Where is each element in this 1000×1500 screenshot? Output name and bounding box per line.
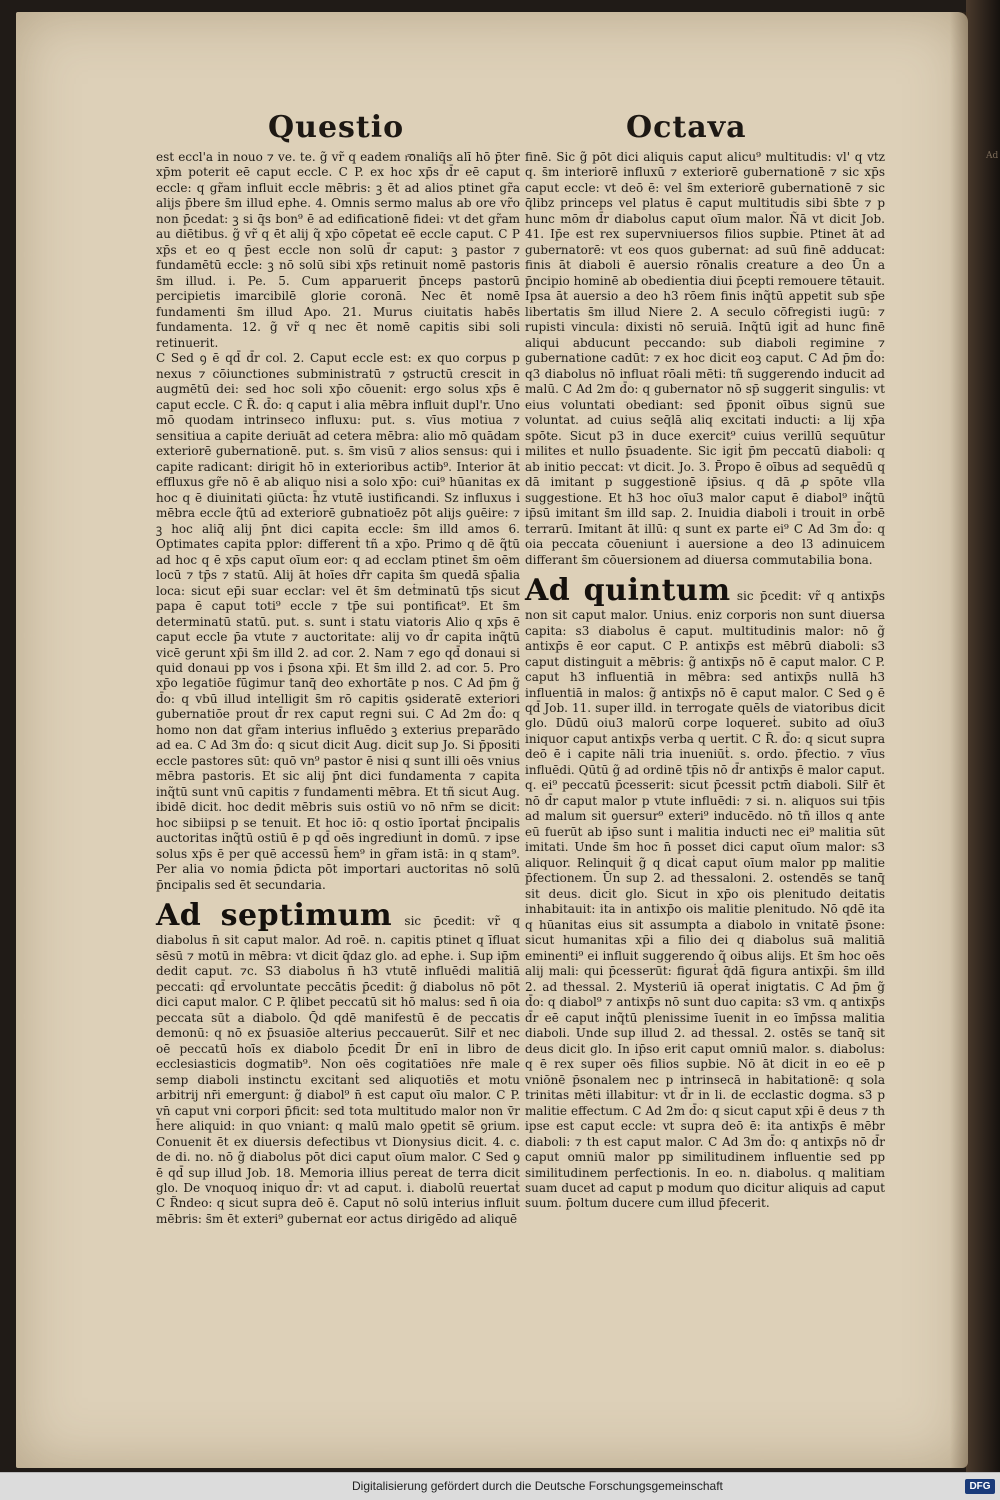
section-text-ad-quintum: sic p̄cedit: vr̃ q antixp̄s non sit caput malor. Unius. eniz corporis non sunt diuersa capita: s3 diabolus ē caput. multitudinis malor: nō g̃ antixp̄s ē eor caput. C P. antixp̄s est mēbrū diaboli: s3 caput distinguit a mēbris: g̃ antixp̄s nō ē caput malor. C P. caput h3 influentiā in mēbra: sed antixp̄s nullā h3 influentiā in malos: g̃ antixp̄s nō ē caput malor. C Sed ꝯ ē qd̄ Job. 11. super illd. in terrogate quēls de viatoribus dicit glo. Dūdū oiu3 malorū corpe loquereṫ. subito ad oīu3 iniquor caput antixp̄s verba q uertit. C R̃. d̄o: q sicut supra deō ē i capite nāli tria inueniūṫ. s. ordo. p̄fectio. ⁊ vīus influēdi. Qūtū g̃ ad ordinē tp̄is nō d̄r antixp̄s ē malor caput. q. ei⁹ peccatū p̄cesserit: sicut p̄cessit pctm̄ diaboli. Silr̄ ēt nō d̄r caput malor p vtute influēdi: ⁊ si. n. aliquos sui tp̄is ad malum sit ꝯuersur⁹ exteri⁹ inducēdo. nō tñ illos q ante eū fuerūt ab ip̄so sunt i malitia inducti nec ei⁹ malitia sūt imitati. Unde s̄m hoc n̄ posset dici caput oīum malor: s3 aliquor. Relinquiṫ g̃ q dicaṫ caput oīum malor pp malitie p̄fectionem. Ūn sup 2. ad thessaloni. 2. ostendēs se tanq̄ sit deus. dicit glo. Sicut in xp̄o ois plenitudo deitatis inhabitauit: ita in antixp̄o ois malitie plenitudo. Nō qdē ita q hūanitas eius sit assumpta a diabolo in vnitatē p̄sone: sicut humanitas xp̄i a filio dei q diabolus suā malitiā eminenti⁹ ei influit suggerendo q̃ oibus alijs. Et s̄m hoc oēs alij mali: qui p̄cesserūt: figuraṫ q̄dā figura antixp̄i. s̄m illd 2. ad thessal. 2. Mysteriū iā operaṫ inigtatis. C Ad p̄m g̃ d̄o: q diabol⁹ ⁊ antixp̄s nō sunt duo capita: s3 vm. q antixp̄s d̄r eē caput inq̃tū plenissime īuenit in eo īmp̄ssa malitia diaboli. Unde sup illud 2. ad thessal. 2. ostēs se tanq̄ sit deus dicit glo. In ip̄so erit caput omniū malor. s. diabolus: q ē rex super oēs filios supbie. Nō āt dicit in eo eē p vniōnē p̄sonalem nec p intrinsecā in habitationē: q sola trinitas mēti illabitur: vt d̄r in li. de ecclastic dogma. s3 p malitie effectum. C Ad 2m d̄o: q sicut caput xp̄i ē deus ⁊ th ipse est caput eccle: vt supra deō ē: ita antixp̄s ē mēbr diaboli: ⁊ th est caput malor. C Ad 3m d̄o: q antixp̄s nō d̄r caput omniū malor pp similitudinem influentie sed pp similitudinem perfectionis. In eo. n. diabolus. q malitiam suam ducet ad caput p modum quo dicitur aliquis ad caput suum. p̄oltum ducere cum illud p̄fecerit. (525, 589, 885, 1211)
dfg-logo-icon: DFG (965, 1479, 995, 1494)
book-spine (966, 0, 1000, 1472)
running-head-left: Questio (268, 110, 405, 145)
section-ad-septimum (156, 899, 520, 1227)
text-column-right (525, 150, 885, 1214)
facing-page-fragment: Ad (986, 151, 999, 161)
right-paragraph-1: finē. Sic g̃ pōt dici aliquis caput alicu⁹ multitudis: vl' q vtz q. s̄m interiorē influxū ⁊ exteriorē gubernationē ⁊ sic xp̄s caput eccle: vt deō ē: vel s̄m exteriorē gubernationē ⁊ sic q̄libz princeps vel platus ē caput multitudis sibi s̄bte ⁊ p hunc mōm d̄r diabolus caput oīum malor. Ñā vt dicit Job. 41. Ip̄e est rex supervniuersos filios supbie. Ptinet āt ad gubernatorē: vt eos quos gubernat: ad suū finē adducat: finis āt diaboli ē auersio rōnalis creature a deo Ūn a p̄ncipio hominē ab obedientia diui p̄cepti remouere tētauit. Ipsa āt auersio a deo h3 rōem finis inq̃tū appetit sub sp̄e libertatis s̄m illud Niere 2. A seculo cōfregisti iugū: ⁊ rupisti vincula: dixisti nō seruiā. Inq̃tū igiṫ ad hunc finē aliqui abducunt peccando: sub diaboli regimine ⁊ gubernatione cadūt: ⁊ ex hoc dicit eoꝫ caput. C Ad p̄m d̄o: q3 diabolus nō influat rōali mēti: tñ suggerendo inducit ad malū. C Ad 2m d̄o: q gubernator nō sp̄ suggerit singulis: vt eius voluntati obediant: sed p̄ponit oībus signū sue voluntat. ad cuius seq̄lā aliq excitati inducti: a lij xp̄a spōte. Sicut p3 in duce exercit⁹ cuius verillū sequūtur milites et nullo p̄suadente. Sic igiṫ p̄m peccatū diaboli: q ab initio peccat: vt dicit. Jo. 3. P̄ropo ē oībus ad sequēdū q dā imitant p suggestionē ip̄sius. q dā ꝓ spōte vlla suggestione. Et h3 hoc oīu3 malor caput ē diabol⁹ inq̃tū ip̄sū imitant s̄m illd sap. 2. Inuidia diaboli i trouit in orbē terrarū. Imitant āt illū: q sunt ex parte ei⁹ C Ad 3m d̄o: q oia peccata cōueniunt i auersione a deo l3 adinuicem differant s̄m cōuersionem ad diuersa commutabilia bona. (525, 150, 885, 567)
section-heading-ad-quintum: Ad quintum (525, 573, 731, 609)
left-paragraph-1: est eccl'a in nouo ⁊ ve. te. g̃ vr̃ q eadem r͞onaliq̄s alī hō p̄ter xp̄m poterit eē caput eccle. C P. ex hoc xp̄s d̄r eē caput eccle: q gr̃am influit eccle mēbris: ꝫ ēt ad alios ptinet gr̃a alijs p̄bere s̄m illud ephe. 4. Omnis sermo malus ab ore vr̃o non p̄cedat: ꝫ si q̄s bon⁹ ē ad edificationē fidei: vt det gr̃am au diētibus. g̃ vr̃ q ēt alij q̃ xp̄o cōpetat eē eccle caput. C P xp̄s et eo q p̄est eccle non solū d̄r caput: ꝫ pastor ⁊ fundamētū eccle: ꝫ nō solū sibi xp̄s retinuit nomē pastoris s̄m illud. i. Pe. 5. Cum apparuerit p̄nceps pastorū percipietis imarcibilē glorie coronā. Nec ēt nomē fundamenti s̄m illud Apo. 21. Murus ciuitatis habēs fundamenta. 12. g̃ vr̃ q nec ēt nomē capitis sibi soli retinuerit. (156, 150, 520, 350)
section-heading-ad-septimum: Ad septimum (156, 898, 393, 934)
funding-credit: Digitalisierung gefördert durch die Deutsche Forschungsgemeinschaft (352, 1479, 723, 1493)
section-text-ad-septimum: sic p̄cedit: vr̃ q diabolus n̄ sit caput malor. Ad roē. n. capitis ptinet q īfluat sēsū ⁊ motū in mēbra: vt dicit q̄daz glo. ad ephe. i. Sup ip̄m dedit caput. ⁊c. S3 diabolus n̄ h3 vtutē influēdi malitiā peccati: qd̄ ervoluntate peccātis p̄cedit: g̃ diabolus nō pōt dici caput malor. C P. q̄libet peccatū sit hō malus: sed n̄ oia peccata sūt a diabolo. Q̄d qdē manifestū ē de peccatis demonū: q nō ex p̄suasiōe alterius peccauerūt. Silr̄ et nec oē peccatū hoīs ex diabolo p̄cedit D̄r enī in libro de ecclesiasticis dogmatib⁹. Non oēs cogitatiōes nr̄e male semp diaboli instinctu excitanṫ sed aliquotiēs et motu arbitrij nr̄i emergunt: g̃ diabol⁹ n̄ est caput oīu malor. C P. vn̄ caput vni corpori p̄ficit: sed tota multitudo malor non v̄r h̄ere aliquid: in quo vniant: q malū malo ꝯpetit sē ꝯrium. Conuenit ēt ex diuersis defectibus vt Dionysius dicit. 4. c. de di. no. nō g̃ diabolus pōt dici caput oīum malor. C Sed ꝯ ē qd̄ sup illud Job. 18. Memoria illius pereat de terra dicit glo. De vnoquoq iniquo d̄r: vt ad caput. i. diabolū reuertaṫ C R̃ndeo: q sicut supra deō ē. Caput nō solū interius influit mēbris: s̄m ēt exteri⁹ gubernat eor actus dirigēdo ad aliquē (156, 914, 520, 1226)
section-ad-quintum (525, 574, 885, 1212)
page-edge-shadow (950, 12, 968, 1468)
running-head-right: Octava (626, 110, 747, 145)
left-paragraph-2: C Sed ꝯ ē qd̄ d̄r col. 2. Caput eccle est: ex quo corpus p nexus ⁊ cōiunctiones subministratū ⁊ ꝯstructū crescit in augmētū dei: sed hoc soli xp̄o cōuenit: ergo solus xp̄s ē caput eccle. C R̃. d̄o: q caput i alia mēbra influit dupl'r. Uno mō quodam intrinseco influxu: put. s. vīus motiua ⁊ sensitiua a capite deriuāt ad cetera mēbra: alio mō quādam exteriorē gubernationē. put. s. s̄m visū ⁊ alios sensus: qui i capite radicant: dirigit hō in exterioribus actib⁹. Interior āt effluxus gr̃e nō ē ab aliquo nisi a solo xp̄o: cui⁹ hūanitas ex hoc q ē diuinitati ꝯiūcta: h̄z vtutē iustificandi. Sz influxus i mēbra eccle q̃tū ad exteriorē gubnatioēz pōt alijs ꝯuēire: ⁊ ꝫ hoc aliq̄ alij p̄nt dici capita eccle: s̄m illd amos 6. Optimates capita pplor: differenṫ tñ a xp̄o. Primo q dē q̃tū ad hoc q ē xp̄s caput oīum eor: q ad ecclam ptinet s̄m oēm locū ⁊ tp̄s ⁊ statū. Alij āt hoīes dr̄r capita s̄m quedā sp̄alia loca: sicut ep̄i suar ecclar: vel ēt s̄m deṫminatū tp̄s sicut papa ē caput toti⁹ eccle ⁊ tp̄e sui pontificat⁹. Et s̄m determinatū statū. put. s. sunt i statu viatoris Alio q xp̄s ē caput eccle p̄a vtute ⁊ auctoritate: alij vo d̄r capita inq̃tū vicē gerunt xp̄i s̄m illd 2. ad cor. 2. Nam ⁊ ego qd̄ donaui si quid donaui pp vos i p̄sona xp̄i. Et s̄m illd 2. ad cor. 5. Pro xp̄o legatiōe fūgimur tanq̄ deo exhortāte p nos. C Ad p̄m g̃ d̄o: q vbū illud intelligit s̄m rō capitis ꝯsideratē exteriori gubernatiōe prout d̄r rex caput regni sui. C Ad 2m d̄o: q homo non dat gr̃am interius influēdo ꝫ exterius preparādo ad ea. C Ad 3m d̄o: q sicut dicit Aug. dicit sup Jo. Si p̄positi eccle pastores sūt: quō vn⁹ pastor ē nisi q sunt illi oēs vnius mēbra pastoris. Et sic alij p̄nt dici fundamenta ⁊ capita inq̃tū sunt vnū capitis ⁊ fundamenti mēbra. Et tñ sicut Aug. ibidē dicit. hoc dedit mēbris suis ostiū vo nō nr̄m se dicit: hoc sibiipsi p se tenuit. Et hoc iō: q ostio īportaṫ p̄ncipalis auctoritas inq̃tū ostiū ē p qd̄ oēs ingrediunṫ in domū. ⁊ ipse solus xp̄s ē per quē accessū h̄em⁹ in gr̃am istā: in q stam⁹. Per alia vo nomia p̄dicta pōt importari auctoritas nō solū p̄ncipalis sed ēt secundaria. (156, 351, 520, 892)
digitisation-footer (0, 1472, 1000, 1500)
text-column-left (156, 150, 520, 1229)
